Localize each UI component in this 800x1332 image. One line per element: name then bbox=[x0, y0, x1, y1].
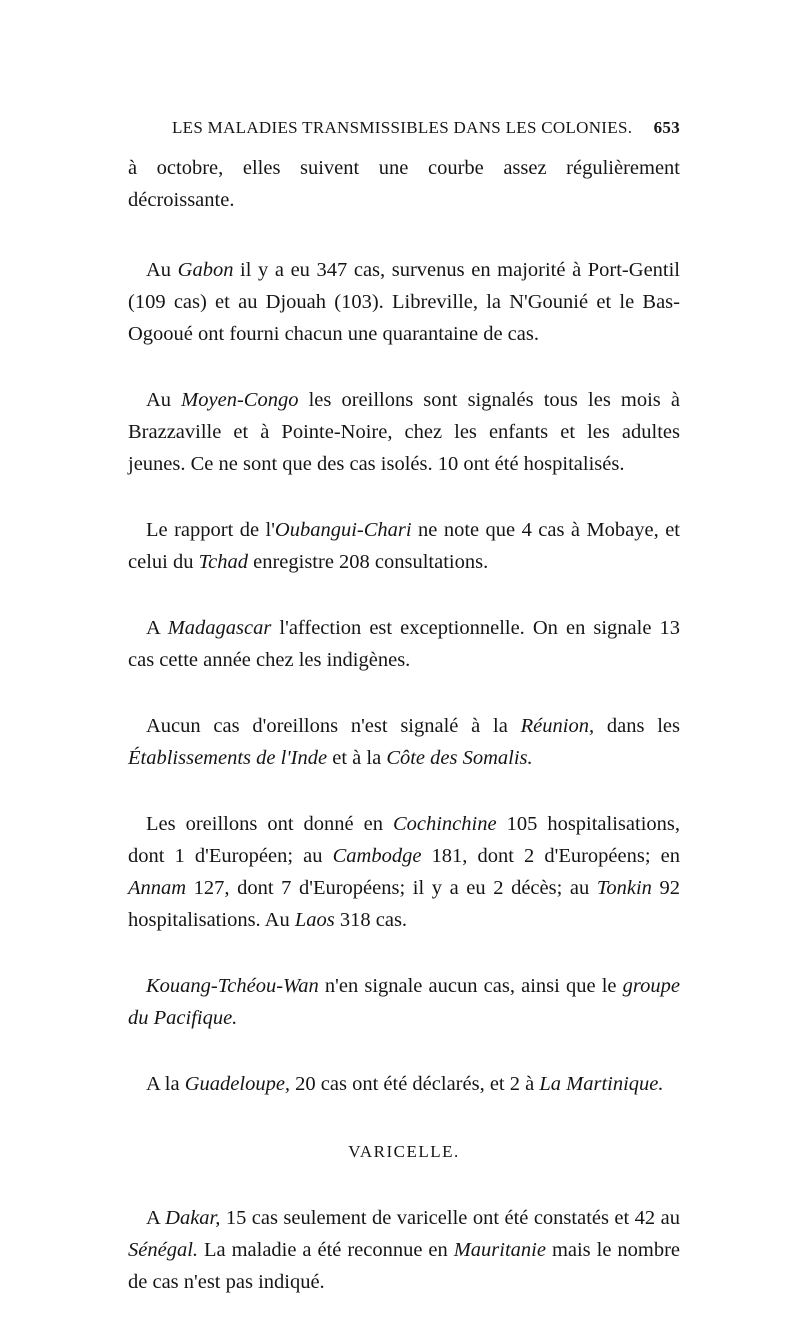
p5-text-a: A bbox=[146, 617, 168, 639]
place-pacifique: groupe du Pacifique. bbox=[128, 975, 680, 1029]
p7-text-f: 318 cas. bbox=[334, 909, 408, 931]
p10-text-a: A bbox=[146, 1207, 166, 1229]
paragraph-reunion bbox=[128, 710, 680, 774]
place-guadeloupe: Guadeloupe, bbox=[184, 1073, 291, 1095]
place-kouang-tcheou-wan: Kouang-Tchéou-Wan bbox=[146, 975, 319, 997]
p9-text-b: 20 cas ont été déclarés, et 2 à bbox=[290, 1073, 540, 1095]
p7-text-e: 92 hospitalisations. Au bbox=[128, 877, 680, 931]
p3-text-a: Au bbox=[146, 389, 182, 411]
page-number: 653 bbox=[653, 118, 680, 137]
p9-text-a: A la bbox=[146, 1073, 185, 1095]
p4-text-a: Le rapport de l' bbox=[146, 519, 275, 541]
section-heading-varicelle: VARICELLE. bbox=[348, 1142, 460, 1161]
p6-text-a: Aucun cas d'oreillons n'est signalé à la bbox=[146, 715, 521, 737]
paragraph-kouang bbox=[128, 970, 680, 1034]
running-title: LES MALADIES TRANSMISSIBLES DANS LES COLONIES. bbox=[172, 118, 633, 137]
p7-text-c: 181, dont 2 d'Européens; en bbox=[421, 845, 680, 867]
p7-text-b: 105 hospitalisations, dont 1 d'Européen; au bbox=[128, 813, 680, 867]
paragraph-1 bbox=[128, 152, 680, 216]
p10-text-d: mais le nombre de cas n'est pas indiqué. bbox=[128, 1239, 681, 1293]
paragraph-oubangui bbox=[128, 514, 680, 578]
p10-text-b: 15 cas seulement de varicelle ont été constatés et 42 au bbox=[220, 1207, 680, 1229]
p4-text-c: enregistre 208 consultations. bbox=[247, 551, 489, 573]
p5-text-b: l'affection est exceptionnelle. On en signale 13 cas cette année chez les indigènes. bbox=[128, 617, 680, 671]
place-somalis: Côte des Somalis. bbox=[386, 747, 533, 769]
p3-text-b: les oreillons sont signalés tous les mois à Brazzaville et à Pointe-Noire, chez les enfants et les adultes jeunes. Ce ne sont que des cas isolés. 10 ont été hospitalisés. bbox=[128, 389, 680, 475]
place-moyen-congo: Moyen-Congo bbox=[181, 389, 299, 411]
p8-text-a: n'en signale aucun cas, ainsi que le bbox=[318, 975, 623, 997]
place-madagascar: Madagascar bbox=[167, 617, 272, 639]
p2-text-a: Au bbox=[146, 259, 178, 281]
place-mauritanie: Mauritanie bbox=[453, 1239, 546, 1261]
place-senegal: Sénégal. bbox=[128, 1239, 199, 1261]
paragraph-indochine bbox=[128, 808, 680, 936]
place-oubangui-chari: Oubangui-Chari bbox=[274, 519, 412, 541]
place-cambodge: Cambodge bbox=[332, 845, 422, 867]
p4-text-b: ne note que 4 cas à Mobaye, et celui du bbox=[128, 519, 680, 573]
p1-text: à octobre, elles suivent une courbe assez régulièrement décroissante. bbox=[128, 157, 680, 211]
paragraph-madagascar bbox=[128, 612, 680, 676]
paragraph-gabon bbox=[128, 254, 680, 350]
p6-text-b: dans les bbox=[594, 715, 680, 737]
p10-text-c: La maladie a été reconnue en bbox=[198, 1239, 454, 1261]
place-cochinchine: Cochinchine bbox=[392, 813, 497, 835]
p7-text-d: 127, dont 7 d'Européens; il y a eu 2 décès; au bbox=[186, 877, 597, 899]
p2-text-b: il y a eu 347 cas, survenus en majorité à Port-Gentil (109 cas) et au Djouah (103). Libreville, la N'Gounié et le Bas-Ogooué ont fourni chacun une quarantaine de cas. bbox=[128, 259, 681, 345]
place-tchad: Tchad bbox=[198, 551, 248, 573]
place-martinique: La Martinique. bbox=[539, 1073, 664, 1095]
place-laos: Laos bbox=[294, 909, 335, 931]
place-inde: Établissements de l'Inde bbox=[128, 747, 328, 769]
paragraph-moyen-congo bbox=[128, 384, 680, 480]
place-annam: Annam bbox=[128, 877, 187, 899]
paragraph-guadeloupe bbox=[128, 1068, 680, 1100]
place-tonkin: Tonkin bbox=[596, 877, 652, 899]
p6-text-c: et à la bbox=[327, 747, 387, 769]
place-reunion: Réunion, bbox=[520, 715, 595, 737]
place-dakar: Dakar, bbox=[165, 1207, 221, 1229]
place-gabon: Gabon bbox=[177, 259, 234, 281]
paragraph-dakar bbox=[128, 1202, 680, 1298]
page-body bbox=[128, 152, 680, 1332]
p7-text-a: Les oreillons ont donné en bbox=[146, 813, 393, 835]
